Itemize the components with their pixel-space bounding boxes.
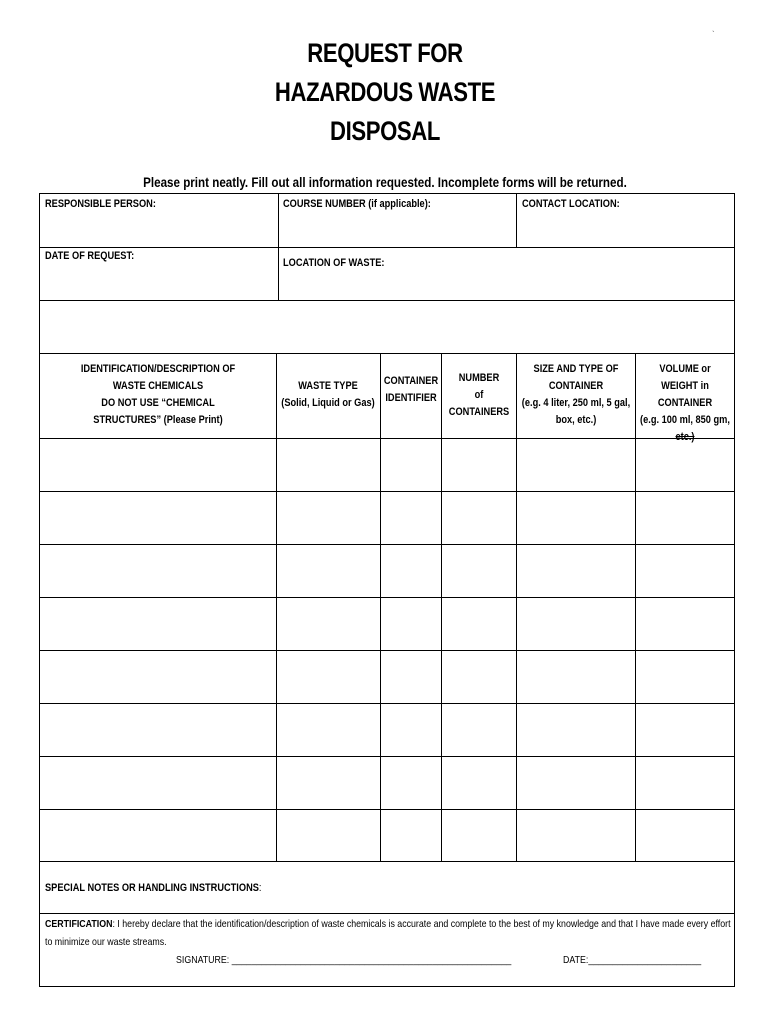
title-line-3: DISPOSAL [330,116,440,146]
location-of-waste-field[interactable] [279,248,735,300]
table-row[interactable] [40,810,735,861]
certification-text: : I hereby declare that the identification/description of waste chemicals is accurate and complete to the best of my knowledge and that I have made every effort [112,918,731,930]
header-line: IDENTIFICATION/DESCRIPTION OF [80,363,236,375]
header-line: DO NOT USE “CHEMICAL [101,397,215,409]
certification-text-line-2: to minimize our waste streams. [45,936,167,948]
blank-info-field[interactable] [40,301,735,353]
title-line-1: REQUEST FOR [307,38,463,68]
page-title [69,34,700,151]
course-number-label: COURSE NUMBER (if applicable): [283,198,431,210]
header-line: WASTE TYPE [298,380,358,392]
responsible-person-label: RESPONSIBLE PERSON: [45,198,156,210]
header-line: (Solid, Liquid or Gas) [281,397,375,409]
date-field[interactable]: DATE:_______________________ [563,954,702,966]
header-number-of-containers [443,370,515,421]
row-divider [40,913,734,914]
table-row[interactable] [40,704,735,756]
header-line: of [474,389,484,401]
header-volume-weight [634,361,736,446]
header-line: CONTAINER [657,397,713,409]
header-line: SIZE AND TYPE OF [533,363,619,375]
waste-disposal-form [39,193,735,987]
signature-field[interactable]: SIGNATURE: _________________________________________________________ [176,954,512,966]
header-line: (e.g. 100 ml, 850 gm, [640,414,730,426]
certification-statement [45,918,731,930]
header-container-identifier [382,373,441,407]
corner-mark: ` [712,30,715,39]
title-line-2: HAZARDOUS WASTE [274,77,496,107]
table-row[interactable] [40,598,735,650]
table-row[interactable] [40,651,735,703]
header-size-type [517,361,635,429]
special-notes-colon: : [258,882,262,894]
table-row[interactable] [40,757,735,809]
special-notes-text: SPECIAL NOTES OR HANDLING INSTRUCTIONS [45,882,259,894]
header-line: STRUCTURES” (Please Print) [93,414,223,426]
form-instruction: Please print neatly. Fill out all information requested. Incomplete forms will be returned. [143,175,627,190]
header-line: WASTE CHEMICALS [112,380,204,392]
date-of-request-label: DATE OF REQUEST: [45,250,135,262]
header-identification [50,361,265,429]
certification-label: CERTIFICATION [45,918,113,930]
row-divider [40,353,734,354]
table-row[interactable] [40,545,735,597]
special-notes-label [45,882,261,894]
header-waste-type [278,378,379,412]
header-line: VOLUME or [659,363,711,375]
location-of-waste-label: LOCATION OF WASTE: [283,257,385,269]
header-line: box, etc.) [555,414,597,426]
header-line: CONTAINERS [448,406,510,418]
table-row[interactable] [40,439,735,491]
contact-location-label: CONTACT LOCATION: [522,198,620,210]
table-row[interactable] [40,492,735,544]
header-line: etc.) [675,431,695,443]
header-line: NUMBER [458,372,500,384]
header-line: CONTAINER [383,375,439,387]
header-line: CONTAINER [548,380,604,392]
header-line: WEIGHT in [661,380,709,392]
header-line: (e.g. 4 liter, 250 ml, 5 gal, [521,397,631,409]
header-line: IDENTIFIER [385,392,437,404]
